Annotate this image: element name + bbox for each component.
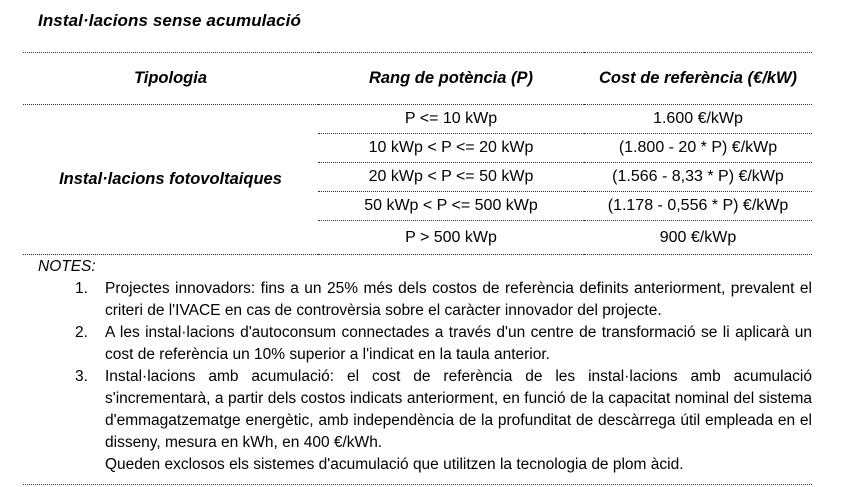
column-header-rang-potencia: Rang de potència (P) [318,53,584,105]
cost-cell: (1.178 - 0,556 * P) €/kWp [584,192,812,221]
note-number: 1. [75,280,88,297]
column-header-tipologia: Tipologia [23,53,318,105]
power-range-cell: 50 kWp < P <= 500 kWp [318,192,584,221]
table-row [23,105,812,134]
power-range-cell: P <= 10 kWp [318,105,584,134]
note-number: 3. [75,368,88,385]
power-range-cell: 10 kWp < P <= 20 kWp [318,134,584,163]
note-item-1 [23,278,812,322]
note-text: Instal·lacions amb acumulació: el cost de referència de les instal·lacions amb acumulació s'incrementarà, a partir dels costos indicats anteriorment, en funció de la capacitat nominal del sistema d'emmagatzematge energètic, amb independència de la profunditat de descàrrega útil empleada en el disseny, mesura en kWh, en 400 €/kWh. [105,368,812,451]
note-text: A les instal·lacions d'autoconsum connectades a través d'un centre de transformació se li aplicarà un cost de referència un 10% superior a l'indicat en la taula anterior. [105,324,812,363]
cost-cell: (1.566 - 8,33 * P) €/kWp [584,163,812,192]
note-item-2 [23,322,812,366]
cost-cell: (1.800 - 20 * P) €/kWp [584,134,812,163]
notes-heading: NOTES: [38,258,96,275]
note-item-3 [23,366,812,476]
table-header-row [23,53,812,105]
cost-reference-table [23,52,812,255]
note-text: Projectes innovadors: fins a un 25% més dels costos de referència definits anteriorment, prevalent el criteri de l'IVACE en cas de controvèrsia sobre el caràcter innovador del projecte. [105,280,812,319]
power-range-cell: 20 kWp < P <= 50 kWp [318,163,584,192]
column-header-cost-referencia: Cost de referència (€/kW) [584,53,812,105]
notes-section [23,255,812,485]
row-group-label: Instal·lacions fotovoltaiques [59,170,282,188]
cost-cell: 900 €/kWp [659,228,737,246]
power-range-cell: P > 500 kWp [405,228,497,246]
cost-cell: 1.600 €/kWp [584,105,812,134]
section-title: Instal·lacions sense acumulació [38,11,301,30]
note-text-addendum: Queden exclosos els sistemes d'acumulació que utilitzen la tecnologia de plom àcid. [105,456,684,473]
note-number: 2. [75,324,88,341]
